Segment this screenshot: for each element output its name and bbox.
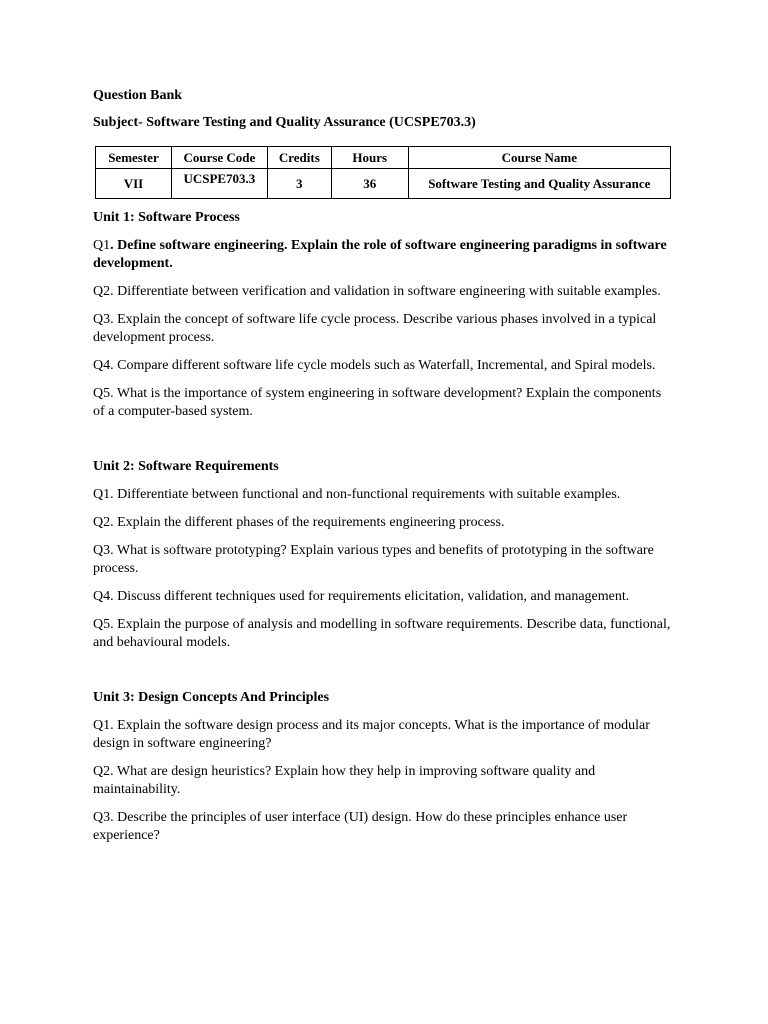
question-item: Q5. Explain the purpose of analysis and modelling in software requirements. Describe data, functional, and behavioural models. (93, 617, 671, 650)
cell-hours: 36 (331, 169, 408, 199)
header-course-code: Course Code (171, 147, 267, 169)
header-hours: Hours (331, 147, 408, 169)
header-semester: Semester (96, 147, 172, 169)
question-item: Q4. Discuss different techniques used for requirements elicitation, validation, and management. (93, 589, 630, 604)
question-item: Q2. Explain the different phases of the requirements engineering process. (93, 515, 505, 530)
unit-heading: Unit 1: Software Process (93, 210, 240, 225)
unit-section (93, 458, 676, 652)
question-item: Q1. Differentiate between functional and non-functional requirements with suitable examples. (93, 487, 621, 502)
cell-credits: 3 (267, 169, 331, 199)
question-text: . Define software engineering. Explain the role of software engineering paradigms in software development. (93, 238, 667, 271)
header-course-name: Course Name (408, 147, 670, 169)
cell-course-name: Software Testing and Quality Assurance (408, 169, 670, 199)
unit-section (93, 209, 676, 421)
question-item: Q4. Compare different software life cycle models such as Waterfall, Incremental, and Spiral models. (93, 358, 656, 373)
section-spacer (93, 431, 676, 458)
cell-course-code: UCSPE703.3 (171, 169, 267, 199)
question-item: Q2. Differentiate between verification and validation in software engineering with suitable examples. (93, 284, 661, 299)
unit-heading: Unit 3: Design Concepts And Principles (93, 690, 330, 705)
document-title: Question Bank (93, 88, 183, 103)
question-item: Q3. Describe the principles of user interface (UI) design. How do these principles enhance user experience? (93, 810, 628, 843)
question-prefix: Q1 (93, 238, 111, 253)
course-table-row (96, 169, 671, 199)
question-item: Q5. What is the importance of system engineering in software development? Explain the components of a computer-based system. (93, 386, 662, 419)
question-item (93, 237, 676, 273)
header-credits: Credits (267, 147, 331, 169)
question-item: Q3. Explain the concept of software life cycle process. Describe various phases involved in a typical development process. (93, 312, 657, 345)
question-item: Q1. Explain the software design process and its major concepts. What is the importance of modular design in software engineering? (93, 718, 650, 751)
subject-line: Subject- Software Testing and Quality Assurance (UCSPE703.3) (93, 115, 476, 130)
unit-section (93, 689, 676, 845)
course-table-header-row (96, 147, 671, 169)
cell-semester: VII (96, 169, 172, 199)
course-table (95, 146, 671, 199)
section-spacer (93, 662, 676, 689)
question-item: Q3. What is software prototyping? Explain various types and benefits of prototyping in the software process. (93, 543, 654, 576)
question-item: Q2. What are design heuristics? Explain how they help in improving software quality and maintainability. (93, 764, 596, 797)
unit-heading: Unit 2: Software Requirements (93, 459, 279, 474)
